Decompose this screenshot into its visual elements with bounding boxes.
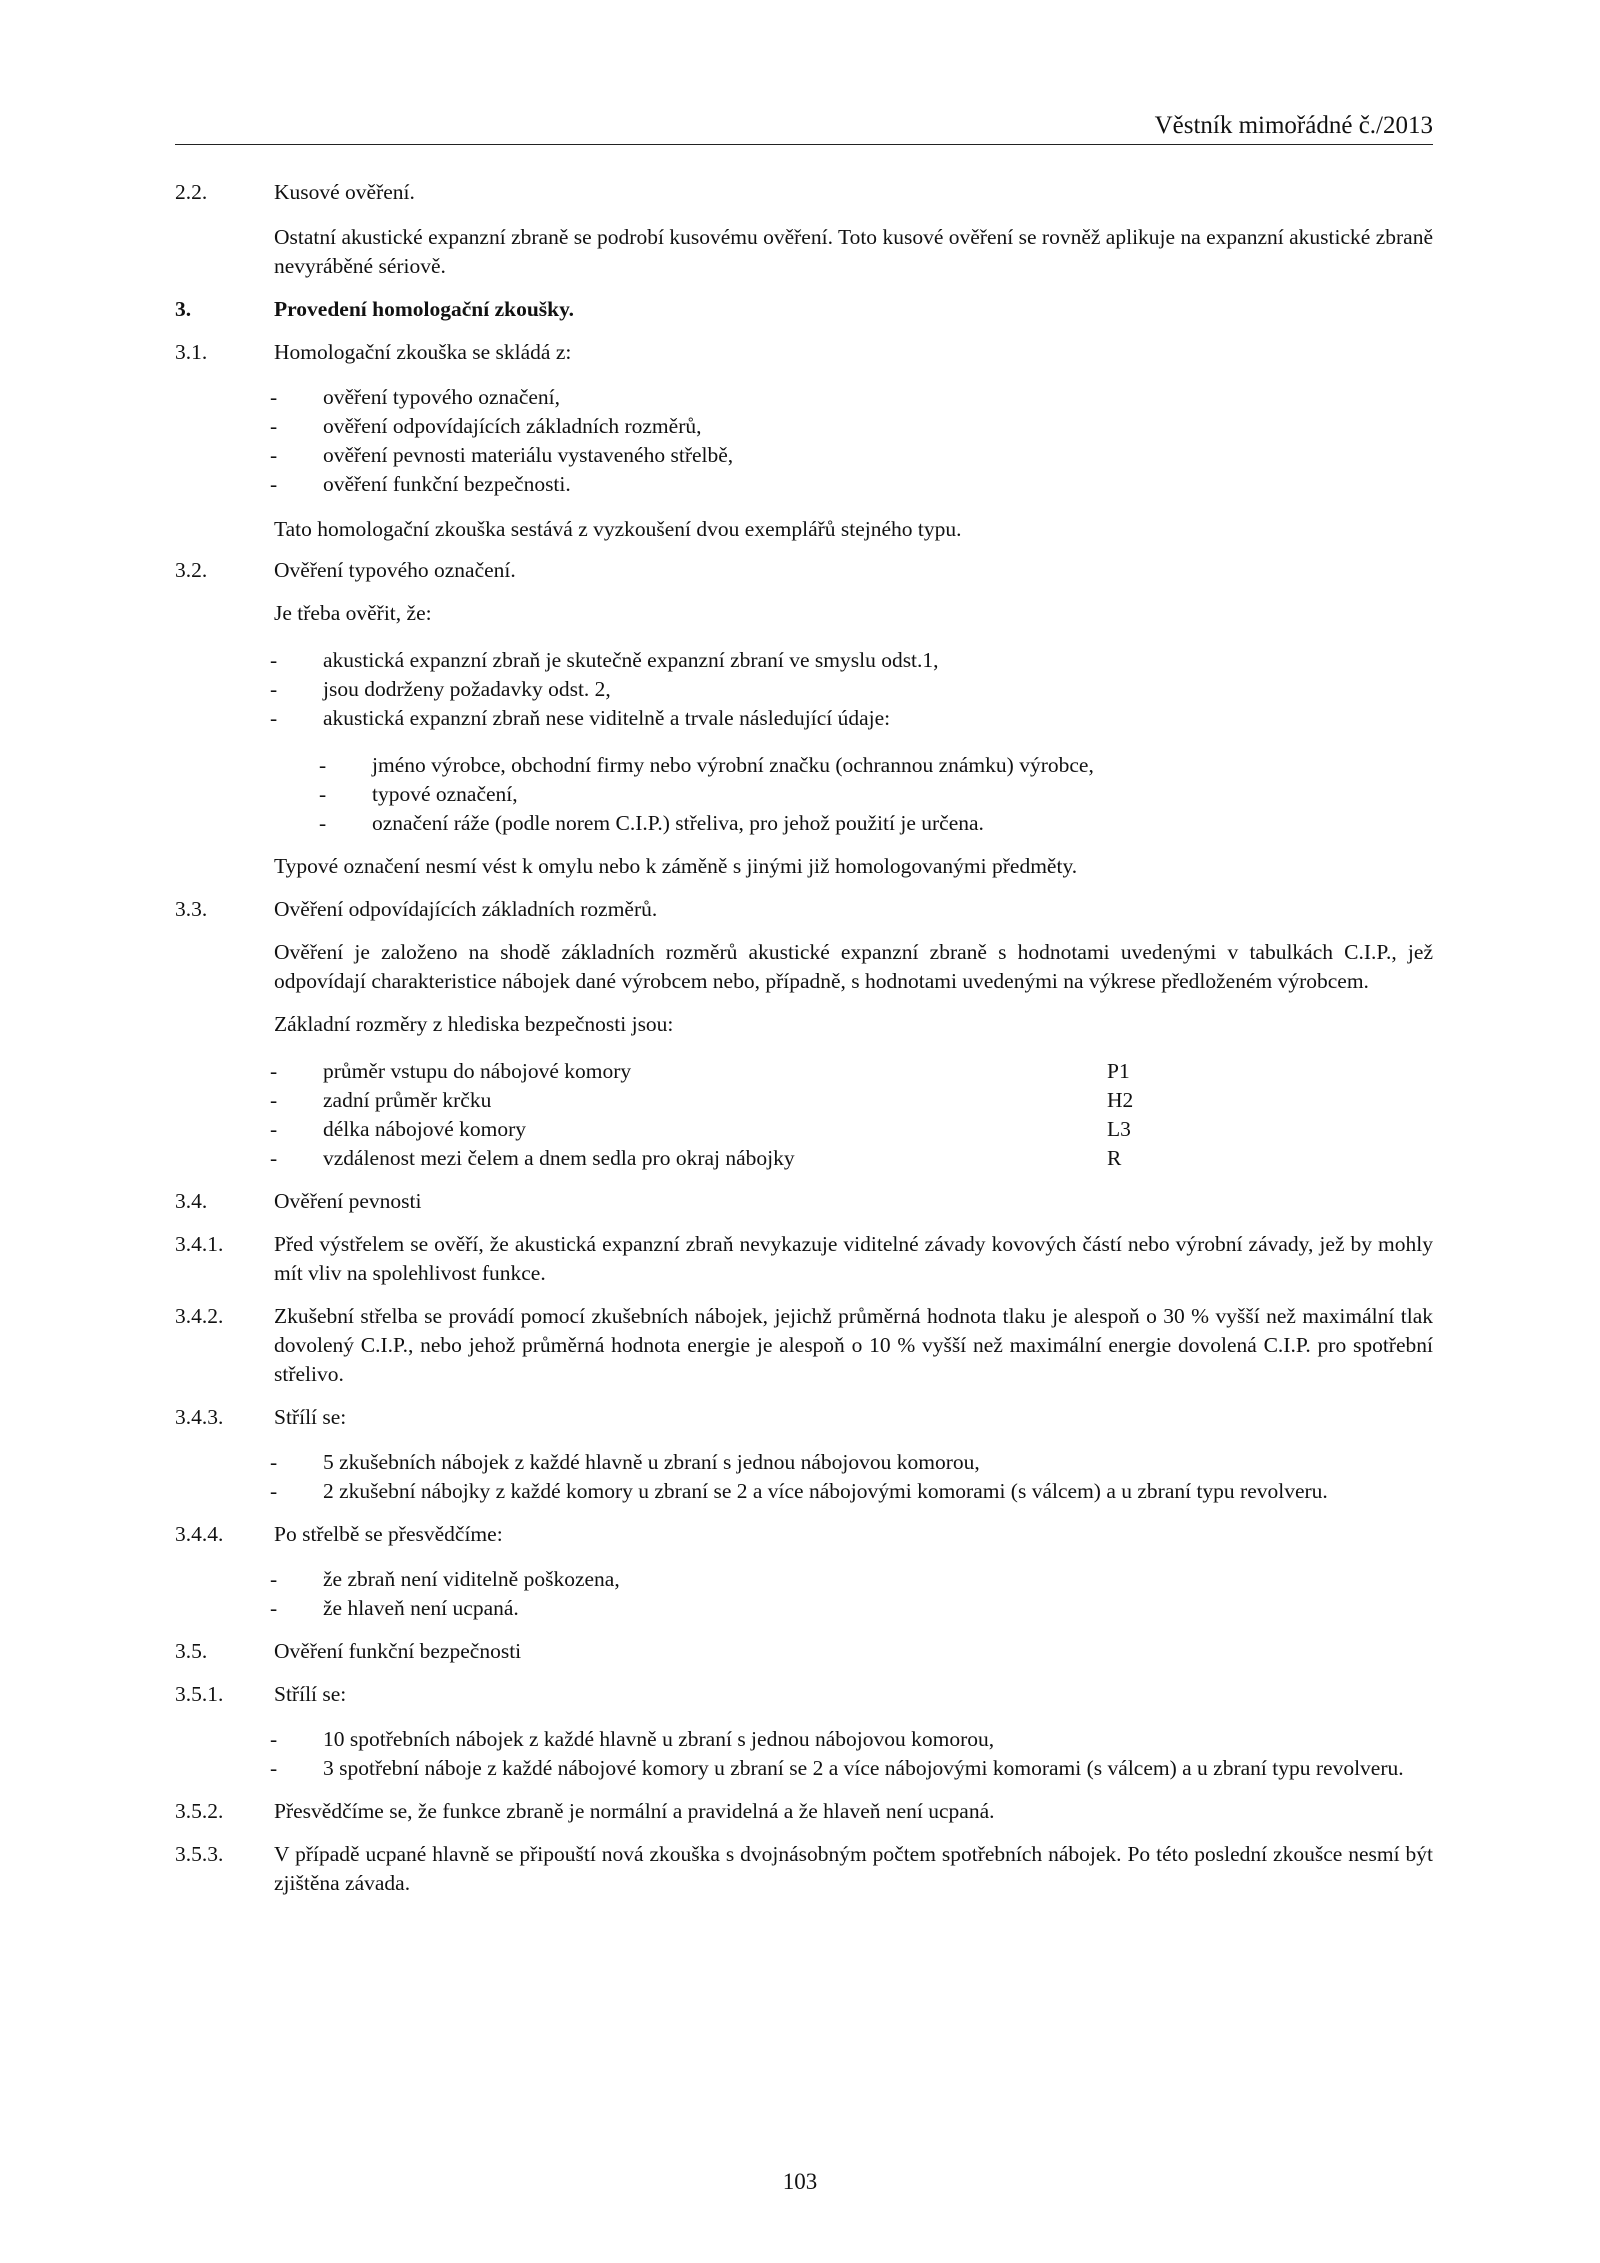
- dimension-label: průměr vstupu do nábojové komory: [323, 1059, 632, 1083]
- dimension-code: R: [1107, 1146, 1122, 1170]
- list-item: - 3 spotřební náboje z každé nábojové komory u zbraní se 2 a více nábojovými komorami (s válcem) a u zbraní typu revolveru.: [323, 1754, 1433, 1783]
- section-number: 2.2.: [175, 180, 208, 204]
- section-number: 3.5.: [175, 1639, 208, 1663]
- section-number: 3.2.: [175, 558, 208, 582]
- section-3-5-1-heading: [175, 1680, 1433, 1709]
- header-rule: [175, 144, 1433, 145]
- dimension-code: P1: [1107, 1059, 1130, 1083]
- dimension-label: zadní průměr krčku: [323, 1088, 492, 1112]
- dash-bullet: -: [270, 1146, 278, 1170]
- section-3-4-4-heading: [175, 1520, 1433, 1549]
- list-item: - ověření pevnosti materiálu vystaveného střelbě,: [323, 441, 1433, 470]
- dash-bullet: -: [270, 648, 278, 672]
- section-text: Zkušební střelba se provádí pomocí zkušebních nábojek, jejichž průměrná hodnota tlaku je alespoň o 30 % vyšší než maximální tlak dovolený C.I.P., nebo jehož průměrná hodnota energie je alespoň o 10 % vyšší než maximální energie dovolená C.I.P. pro spotřební střelivo.: [274, 1304, 1433, 1386]
- section-3-4-2: [175, 1302, 1433, 1389]
- section-3-heading: [175, 295, 1433, 324]
- section-3-3-heading: [175, 895, 1433, 924]
- section-3-2-intro: Je třeba ověřit, že:: [274, 601, 432, 625]
- section-title: Ověření odpovídajících základních rozměrů.: [274, 897, 658, 921]
- section-title: Střílí se:: [274, 1682, 347, 1706]
- dash-bullet: -: [270, 1059, 278, 1083]
- section-number: 3.4.: [175, 1189, 208, 1213]
- section-title: Homologační zkouška se skládá z:: [274, 340, 572, 364]
- document-body: [175, 178, 1433, 1898]
- dash-bullet: -: [270, 677, 278, 701]
- section-number: 3.4.1.: [175, 1232, 224, 1256]
- list-item: - akustická expanzní zbraň nese viditelně a trvale následující údaje:: [323, 704, 1433, 733]
- dimension-item: [270, 1086, 1433, 1115]
- section-number: 3.5.1.: [175, 1682, 224, 1706]
- dimension-label: vzdálenost mezi čelem a dnem sedla pro okraj nábojky: [323, 1146, 795, 1170]
- section-3-4-3-heading: [175, 1403, 1433, 1432]
- list-item: - ověření funkční bezpečnosti.: [323, 470, 1433, 499]
- dimension-code: H2: [1107, 1088, 1134, 1112]
- section-3-2-list: [175, 646, 1433, 733]
- dash-bullet: -: [270, 385, 278, 409]
- dimension-label: délka nábojové komory: [323, 1117, 527, 1141]
- section-number: 3.5.3.: [175, 1842, 224, 1866]
- dash-bullet: -: [270, 443, 278, 467]
- dash-bullet: -: [319, 811, 327, 835]
- section-3-1-heading: [175, 338, 1433, 367]
- dash-bullet: -: [270, 706, 278, 730]
- list-item: - ověření typového označení,: [323, 383, 1433, 412]
- dimension-item: [270, 1115, 1433, 1144]
- section-title: Kusové ověření.: [274, 180, 415, 204]
- list-item: - 5 zkušebních nábojek z každé hlavně u zbraní s jednou nábojovou komorou,: [323, 1448, 1433, 1477]
- section-number: 3.4.2.: [175, 1304, 224, 1328]
- section-text: Před výstřelem se ověří, že akustická expanzní zbraň nevykazuje viditelné závady kovových částí nebo výrobní závady, jež by mohly mít vliv na spolehlivost funkce.: [274, 1232, 1433, 1285]
- section-title: Ověření typového označení.: [274, 558, 516, 582]
- section-2-2-heading: [175, 178, 1433, 207]
- section-3-5-3: [175, 1840, 1433, 1898]
- section-3-2-heading: [175, 556, 1433, 585]
- section-title: Provedení homologační zkoušky.: [274, 297, 575, 321]
- section-3-4-3-list: [175, 1448, 1433, 1506]
- dash-bullet: -: [270, 414, 278, 438]
- dash-bullet: -: [270, 472, 278, 496]
- list-item: - typové označení,: [372, 780, 1433, 809]
- section-number: 3.1.: [175, 340, 208, 364]
- dimension-item: [270, 1057, 1433, 1086]
- section-number: 3.5.2.: [175, 1799, 224, 1823]
- dash-bullet: -: [270, 1756, 278, 1780]
- section-number: 3.: [175, 297, 192, 321]
- list-item: - jsou dodrženy požadavky odst. 2,: [323, 675, 1433, 704]
- section-3-5-heading: [175, 1637, 1433, 1666]
- section-title: Ověření funkční bezpečnosti: [274, 1639, 522, 1663]
- list-item: - že hlaveň není ucpaná.: [323, 1594, 1433, 1623]
- section-number: 3.4.4.: [175, 1522, 224, 1546]
- dash-bullet: -: [270, 1479, 278, 1503]
- list-item: - 10 spotřebních nábojek z každé hlavně u zbraní s jednou nábojovou komorou,: [323, 1725, 1433, 1754]
- list-item: - jméno výrobce, obchodní firmy nebo výrobní značku (ochrannou známku) výrobce,: [372, 751, 1433, 780]
- section-text: V případě ucpané hlavně se připouští nová zkouška s dvojnásobným počtem spotřebních nábojek. Po této poslední zkoušce nesmí být zjištěna závada.: [274, 1842, 1433, 1895]
- list-item: - 2 zkušební nábojky z každé komory u zbraní se 2 a více nábojovými komorami (s válcem) a u zbraní typu revolveru.: [323, 1477, 1433, 1506]
- section-3-5-2: [175, 1797, 1433, 1826]
- dash-bullet: -: [270, 1567, 278, 1591]
- section-number: 3.4.3.: [175, 1405, 224, 1429]
- dash-bullet: -: [270, 1596, 278, 1620]
- dash-bullet: -: [270, 1727, 278, 1751]
- section-3-3-paragraph: Ověření je založeno na shodě základních rozměrů akustické expanzní zbraně s hodnotami uvedenými v tabulkách C.I.P., jež odpovídají charakteristice nábojek dané výrobcem nebo, případně, s hodnotami uvedenými na výkrese předloženém výrobcem.: [274, 940, 1433, 993]
- section-3-1-paragraph: Tato homologační zkouška sestává z vyzkoušení dvou exemplářů stejného typu.: [274, 517, 962, 541]
- dash-bullet: -: [270, 1450, 278, 1474]
- section-title: Ověření pevnosti: [274, 1189, 422, 1213]
- section-3-2-sublist: [175, 751, 1433, 838]
- list-item: - označení ráže (podle norem C.I.P.) střeliva, pro jehož použití je určena.: [372, 809, 1433, 838]
- dash-bullet: -: [319, 753, 327, 777]
- section-3-1-list: [175, 383, 1433, 499]
- dash-bullet: -: [319, 782, 327, 806]
- dash-bullet: -: [270, 1088, 278, 1112]
- page-header-title: Věstník mimořádné č./2013: [1154, 112, 1433, 139]
- section-title: Po střelbě se přesvědčíme:: [274, 1522, 503, 1546]
- dimensions-list: [175, 1057, 1433, 1173]
- section-text: Přesvědčíme se, že funkce zbraně je normální a pravidelná a že hlaveň není ucpaná.: [274, 1799, 995, 1823]
- section-3-4-1: [175, 1230, 1433, 1288]
- section-title: Střílí se:: [274, 1405, 347, 1429]
- list-item: - ověření odpovídajících základních rozměrů,: [323, 412, 1433, 441]
- section-3-5-1-list: [175, 1725, 1433, 1783]
- section-number: 3.3.: [175, 897, 208, 921]
- dimension-code: L3: [1107, 1117, 1131, 1141]
- section-3-4-4-list: [175, 1565, 1433, 1623]
- list-item: - že zbraň není viditelně poškozena,: [323, 1565, 1433, 1594]
- section-3-3-intro: Základní rozměry z hlediska bezpečnosti jsou:: [274, 1012, 674, 1036]
- section-2-2-paragraph: Ostatní akustické expanzní zbraně se podrobí kusovému ověření. Toto kusové ověření se rovněž aplikuje na expanzní akustické zbraně nevyráběné sériově.: [274, 225, 1433, 278]
- section-3-2-paragraph: Typové označení nesmí vést k omylu nebo k záměně s jinými již homologovanými předměty.: [274, 854, 1078, 878]
- dash-bullet: -: [270, 1117, 278, 1141]
- list-item: - akustická expanzní zbraň je skutečně expanzní zbraní ve smyslu odst.1,: [323, 646, 1433, 675]
- dimension-item: [270, 1144, 1433, 1173]
- page-number: 103: [782, 2169, 818, 2194]
- section-3-4-heading: [175, 1187, 1433, 1216]
